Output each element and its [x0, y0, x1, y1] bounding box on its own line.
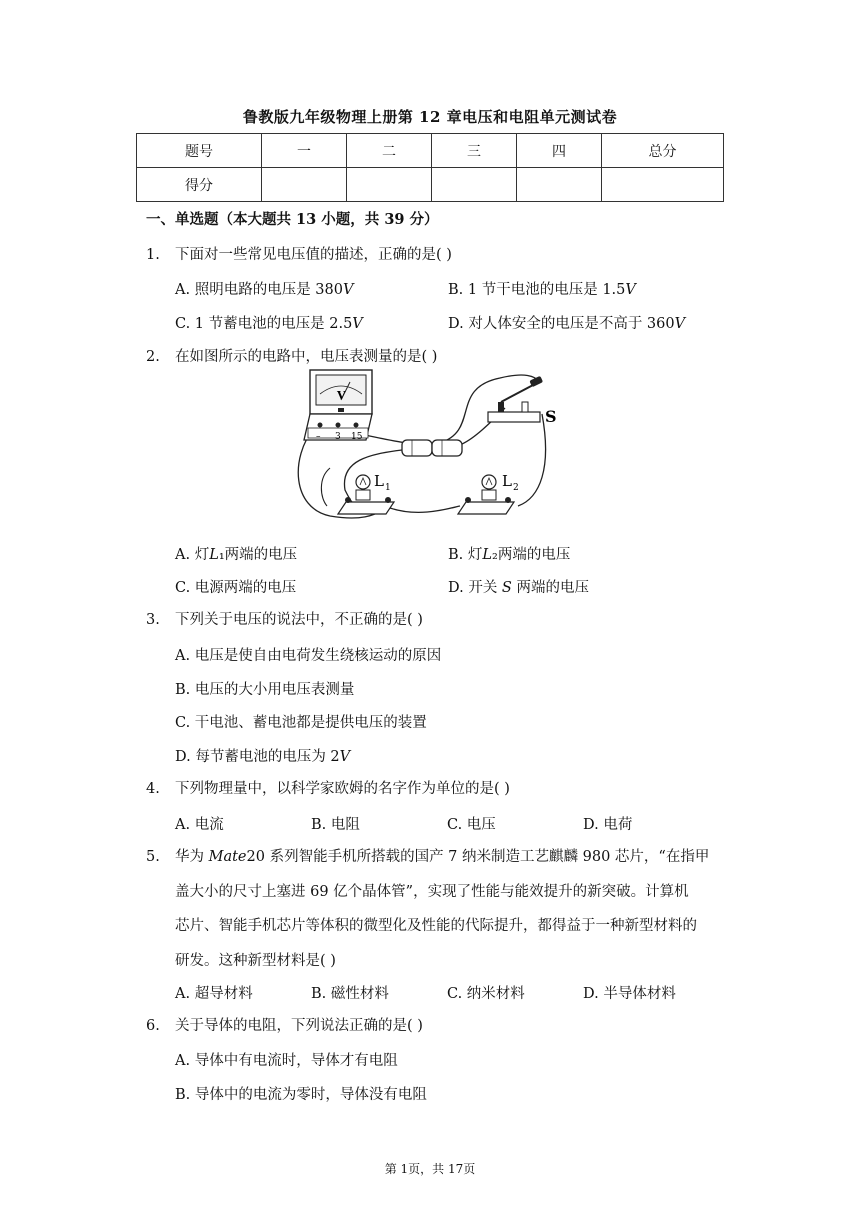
option-a[interactable]: A. 灯𝐿₁两端的电压	[175, 547, 298, 563]
circuit-figure	[290, 368, 570, 526]
score-header-cell: 三	[432, 134, 517, 168]
question-line: 华为 𝑀𝑎𝑡𝑒20 系列智能手机所搭载的国产 7 纳米制造工艺麒麟 980 芯片，“在指甲	[175, 849, 710, 865]
option-a[interactable]: A. 照明电路的电压是 380𝑉	[175, 282, 354, 298]
score-table	[136, 133, 724, 202]
wire	[518, 414, 546, 506]
option-a[interactable]: A. 电流	[175, 817, 224, 833]
score-header-cell: 一	[262, 134, 347, 168]
question-number: 6.	[146, 1018, 160, 1034]
option-d[interactable]: D. 每节蓄电池的电压为 2𝑉	[175, 749, 351, 765]
terminal-label: 15	[351, 432, 363, 442]
question-text	[175, 840, 720, 978]
option-b[interactable]: B. 电阻	[311, 817, 360, 833]
score-header-cell: 总分	[602, 134, 724, 168]
terminal-label: –	[316, 432, 321, 442]
question-text: 下列物理量中，以科学家欧姆的名字作为单位的是( )	[175, 781, 510, 797]
question-number: 2.	[146, 349, 160, 365]
option-b[interactable]: B. 导体中的电流为零时，导体没有电阻	[175, 1087, 427, 1103]
option-b[interactable]: B. 电压的大小用电压表测量	[175, 682, 355, 698]
option-c[interactable]: C. 1 节蓄电池的电压是 2.5𝑉	[175, 316, 363, 332]
option-c[interactable]: C. 电源两端的电压	[175, 580, 297, 596]
question-text: 关于导体的电阻，下列说法正确的是( )	[175, 1018, 423, 1034]
terminal-label: 3	[335, 432, 341, 442]
option-a[interactable]: A. 导体中有电流时，导体才有电阻	[175, 1053, 398, 1069]
score-cell[interactable]	[262, 168, 347, 202]
score-header-cell: 二	[347, 134, 432, 168]
lamp-subscript: 1	[385, 483, 391, 493]
option-c[interactable]: C. 纳米材料	[447, 986, 525, 1002]
exam-title: 鲁教版九年级物理上册第 12 章电压和电阻单元测试卷	[242, 108, 618, 126]
question-line: 盖大小的尺寸上塞进 69 亿个晶体管”，实现了性能与能效提升的新突破。计算机	[175, 883, 689, 900]
option-d[interactable]: D. 开关 𝑆 两端的电压	[448, 580, 589, 596]
lamp-label: L	[502, 472, 512, 490]
page-footer: 第 1页，共 17页	[384, 1162, 476, 1176]
option-a[interactable]: A. 超导材料	[175, 986, 253, 1002]
option-b[interactable]: B. 磁性材料	[311, 986, 389, 1002]
question-number: 3.	[146, 612, 160, 628]
question-text: 下面对一些常见电压值的描述，正确的是( )	[175, 247, 452, 263]
lamp-label: L	[374, 472, 384, 490]
question-number: 1.	[146, 247, 160, 263]
score-cell[interactable]	[347, 168, 432, 202]
switch-label: S	[545, 407, 557, 426]
section-heading: 一、单选题（本大题共 13 小题，共 39 分）	[146, 211, 439, 228]
meter-label: V	[337, 389, 346, 402]
wire	[321, 468, 330, 506]
option-c[interactable]: C. 电压	[447, 817, 496, 833]
lamp-l2	[458, 472, 519, 514]
score-cell[interactable]	[602, 168, 724, 202]
option-c[interactable]: C. 干电池、蓄电池都是提供电压的装置	[175, 715, 427, 731]
question-text: 下列关于电压的说法中，不正确的是( )	[175, 612, 423, 628]
question-number: 4.	[146, 781, 160, 797]
score-header-cell: 题号	[137, 134, 262, 168]
option-d[interactable]: D. 半导体材料	[583, 986, 676, 1002]
voltmeter	[304, 370, 372, 442]
option-b[interactable]: B. 灯𝐿₂两端的电压	[448, 547, 571, 563]
wire	[390, 506, 460, 512]
score-cell[interactable]	[517, 168, 602, 202]
option-a[interactable]: A. 电压是使自由电荷发生绕核运动的原因	[175, 648, 442, 664]
switch	[488, 376, 557, 426]
score-header-cell: 四	[517, 134, 602, 168]
question-line: 芯片、智能手机芯片等体积的微型化及性能的代际提升，都得益于一种新型材料的	[175, 918, 697, 934]
wire	[360, 375, 540, 445]
score-row-label: 得分	[137, 168, 262, 202]
question-line: 研发。这种新型材料是( )	[175, 952, 336, 969]
question-text: 在如图所示的电路中，电压表测量的是( )	[175, 349, 438, 365]
lamp-subscript: 2	[513, 483, 519, 493]
battery-pack	[402, 440, 462, 456]
option-d[interactable]: D. 电荷	[583, 817, 633, 833]
option-b[interactable]: B. 1 节干电池的电压是 1.5𝑉	[448, 282, 636, 298]
option-d[interactable]: D. 对人体安全的电压是不高于 360𝑉	[448, 316, 686, 332]
score-table-header-row	[137, 134, 724, 168]
score-table-score-row	[137, 168, 724, 202]
question-number: 5.	[146, 849, 160, 865]
score-cell[interactable]	[432, 168, 517, 202]
